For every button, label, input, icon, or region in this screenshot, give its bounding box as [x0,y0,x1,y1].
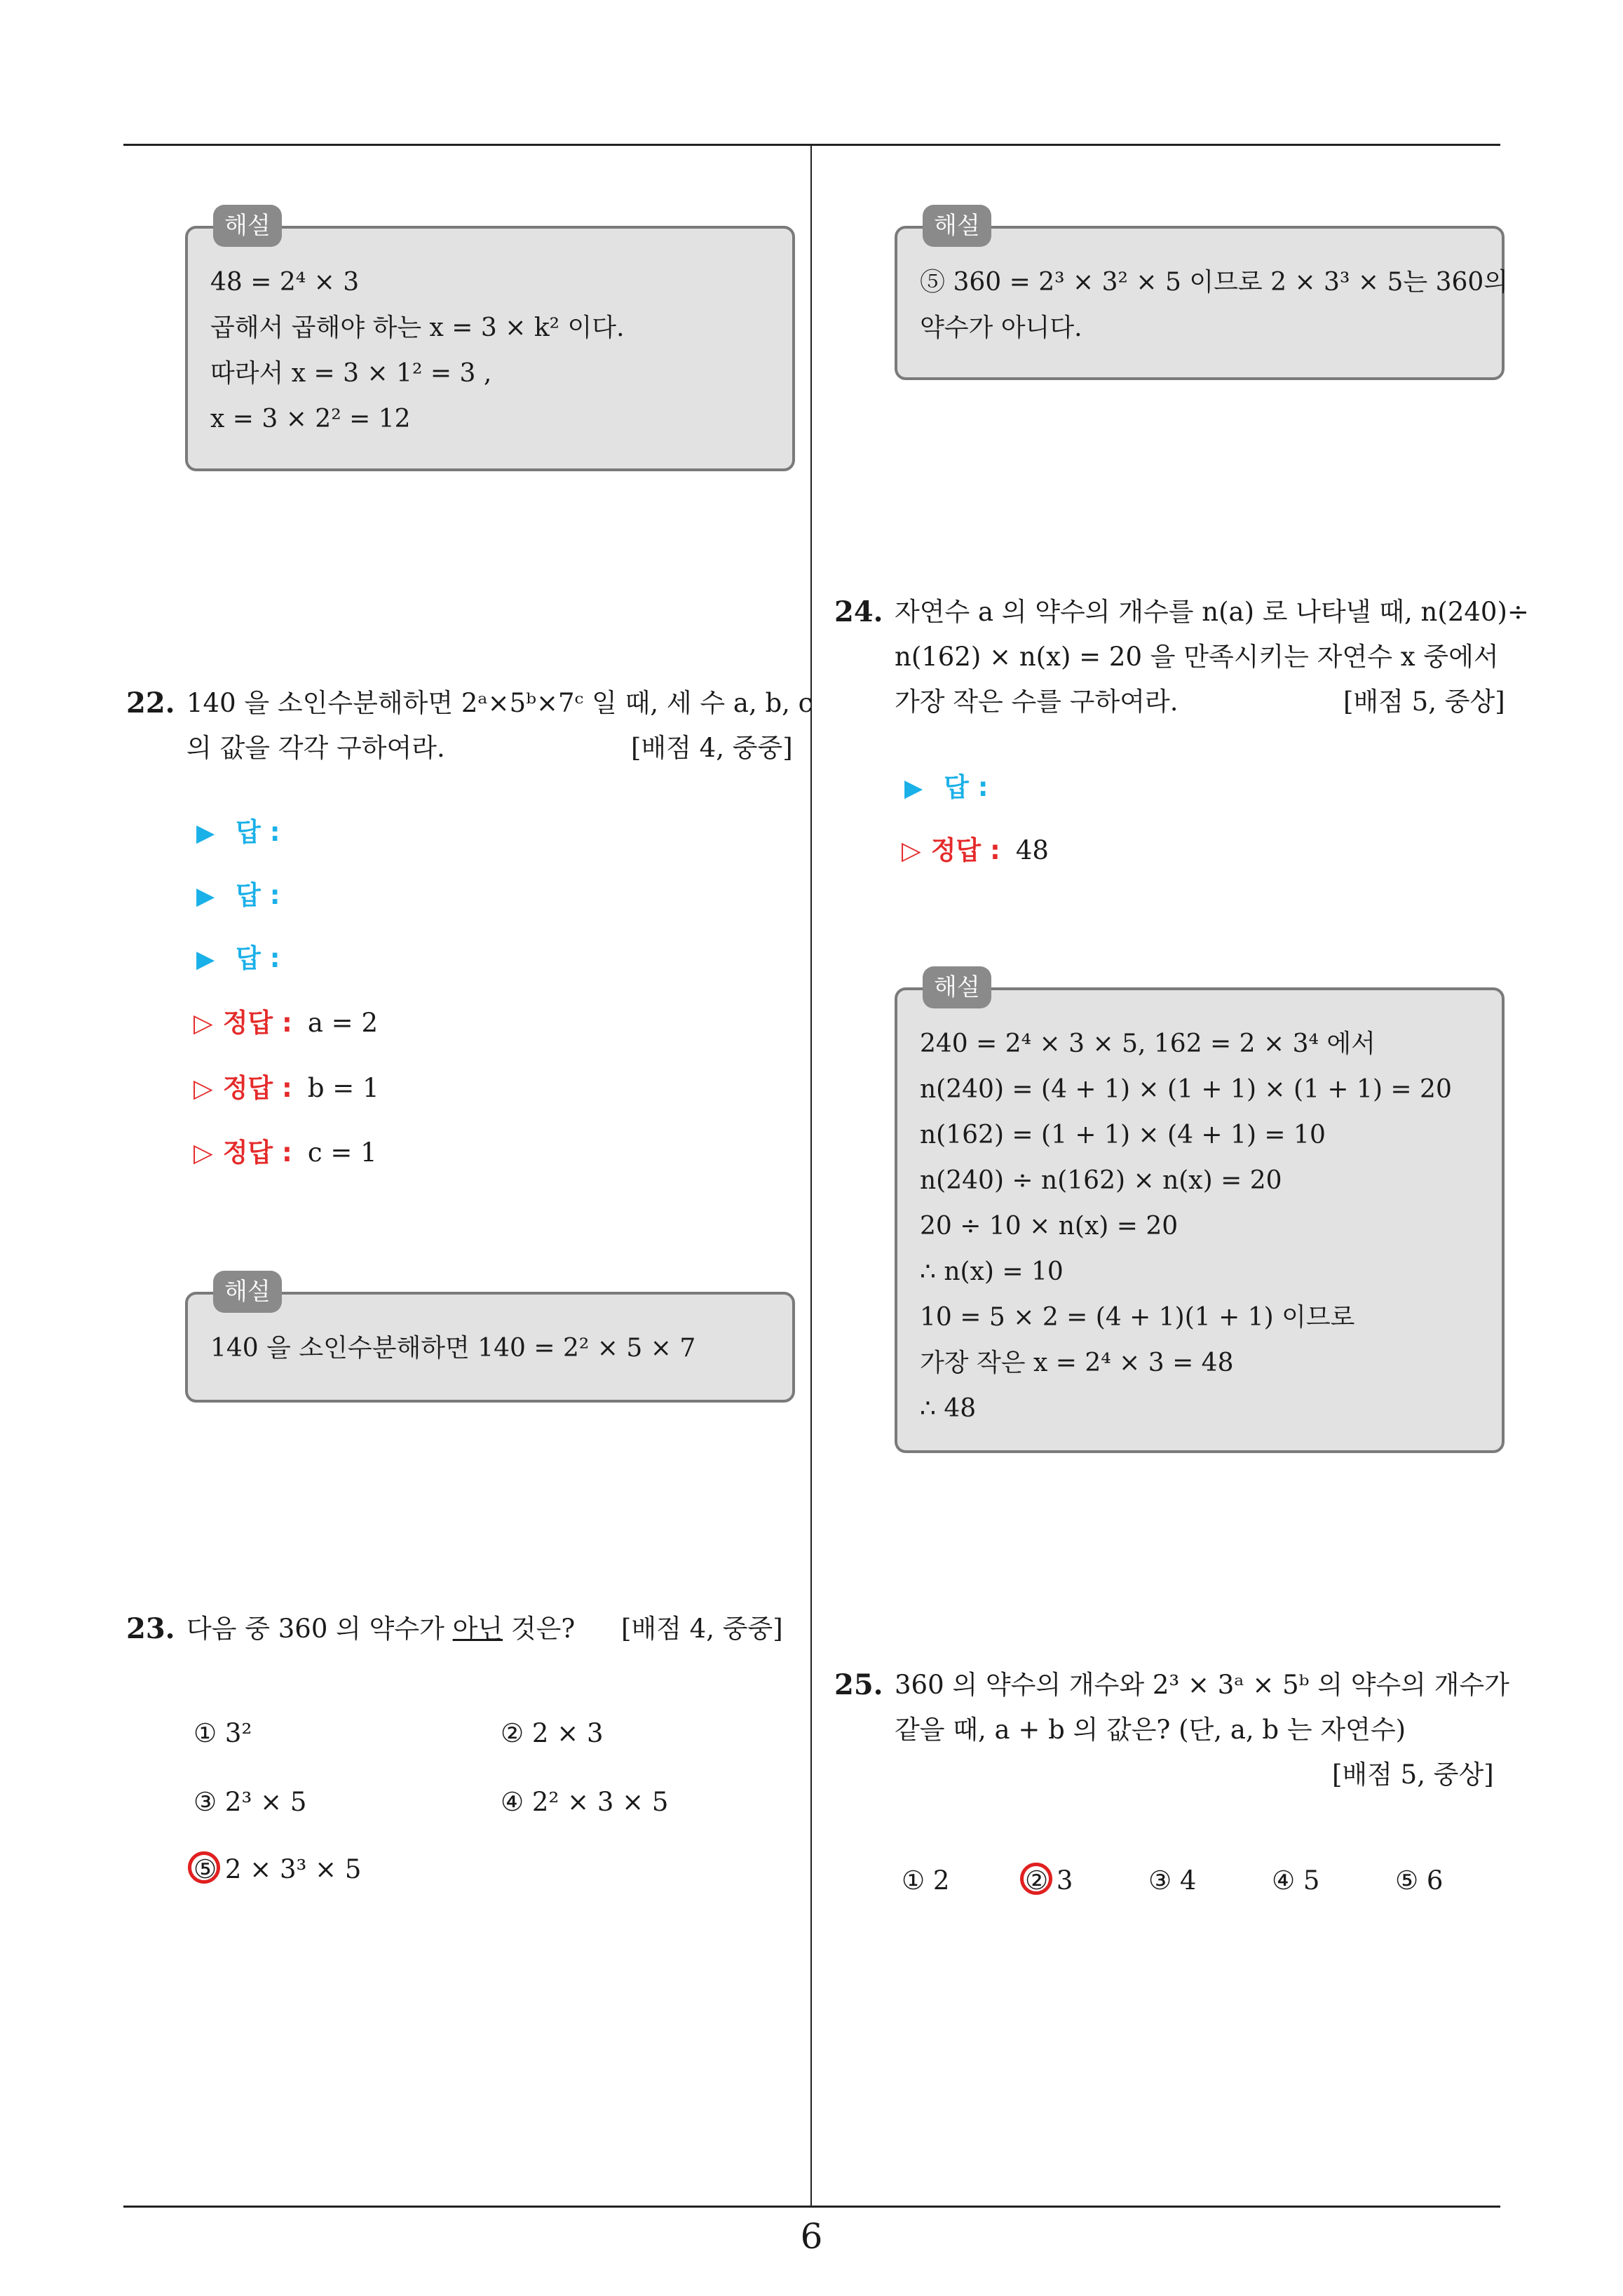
solution-line: n(162) = (1 + 1) × (4 + 1) = 10 [920,1121,1326,1149]
choice-1[interactable]: ① 2 [902,1865,950,1896]
triangle-filled-icon: ▶ [196,819,215,847]
score-label: [배점 4, 중중] [621,1614,783,1644]
solution-line: ⑤ 360 = 2³ × 3² × 5 이므로 2 × 3³ × 5는 360의 [920,268,1509,297]
score-label: [배점 5, 중상] [1332,1760,1494,1790]
solution-line: n(240) = (4 + 1) × (1 + 1) × (1 + 1) = 20 [920,1075,1452,1104]
question-25 [834,1662,1514,1802]
question-text-line-2: n(162) × n(x) = 20 을 만족시키는 자연수 x 중에서 [895,642,1499,672]
answer-mark-circle [1020,1863,1052,1895]
choice-3[interactable]: ③ 4 [1148,1865,1197,1896]
question-text-line-3: 가장 작은 수를 구하여라. [895,687,1179,717]
question-number: 24. [834,595,883,628]
solution-box-23 [895,212,1509,380]
correct-answer-row [193,1135,377,1171]
correct-label: 정답 : [222,1073,292,1103]
solution-text [210,1325,695,1371]
choice-4[interactable]: ④ 5 [1272,1865,1320,1896]
correct-value: c = 1 [307,1137,377,1168]
choice-2[interactable]: ② 3 [1025,1865,1073,1896]
score-label: [배점 4, 중중] [631,733,793,763]
correct-value: a = 2 [307,1008,378,1038]
answer-label: 답 : [236,943,280,973]
question-text-line-1: 360 의 약수의 개수와 2³ × 3ᵃ × 5ᵇ 의 약수의 개수가 [895,1670,1509,1700]
solution-box-21 [185,212,795,471]
solution-line: 약수가 아니다. [920,313,1082,342]
question-text-line-1 [186,1606,575,1652]
solution-tag: 해설 [923,966,991,1008]
solution-line: 20 ÷ 10 × n(x) = 20 [920,1212,1179,1241]
solution-box-24 [895,973,1505,1453]
question-23 [126,1606,806,1652]
correct-answer-row [902,833,1049,869]
answer-row [196,815,280,851]
triangle-outline-icon: ▷ [902,837,921,865]
answer-label: 답 : [236,817,280,847]
question-text: 다음 중 360 의 약수가 [186,1614,453,1644]
answer-label: 답 : [944,772,989,802]
triangle-filled-icon: ▶ [196,945,215,973]
solution-line: 140 을 소인수분해하면 140 = 2² × 5 × 7 [210,1334,696,1363]
choice-5[interactable]: ⑤ 2 × 3³ × 5 [193,1854,362,1884]
answer-label: 답 : [236,880,280,910]
question-text-line-1: 자연수 a 의 약수의 개수를 n(a) 로 나타낼 때, n(240)÷ [895,597,1529,627]
answer-row [196,878,280,914]
triangle-outline-icon: ▷ [193,1009,213,1038]
solution-tag: 해설 [213,1271,282,1313]
triangle-outline-icon: ▷ [193,1139,213,1168]
answer-row [196,941,280,977]
solution-line: n(240) ÷ n(162) × n(x) = 20 [920,1166,1282,1195]
choice-1[interactable]: ① 3² [193,1718,252,1748]
question-text-line-2: 의 값을 각각 구하여라. [186,733,445,763]
correct-value: b = 1 [307,1073,379,1103]
question-24 [834,589,1529,729]
correct-label: 정답 : [222,1137,292,1168]
question-number: 25. [834,1668,883,1701]
solution-box-22 [185,1278,795,1403]
solution-text [920,1021,1452,1431]
triangle-filled-icon: ▶ [196,882,215,910]
solution-line: 가장 작은 x = 2⁴ × 3 = 48 [920,1349,1234,1377]
question-22 [126,680,813,771]
bottom-rule [123,2206,1500,2208]
answer-row [904,770,989,806]
column-divider [810,144,812,2206]
correct-label: 정답 : [222,1008,292,1038]
score-label: [배점 5, 중상] [1343,687,1505,717]
question-number: 23. [126,1612,175,1645]
choice-2[interactable]: ② 2 × 3 [501,1718,604,1748]
solution-line: 10 = 5 × 2 = (4 + 1)(1 + 1) 이므로 [920,1303,1355,1332]
question-text-line-2: 같을 때, a + b 의 값은? (단, a, b 는 자연수) [895,1715,1406,1745]
question-text: 것은? [503,1614,576,1644]
question-number: 22. [126,687,175,720]
solution-tag: 해설 [213,205,282,247]
top-rule [123,144,1500,146]
choice-5[interactable]: ⑤ 6 [1395,1865,1444,1896]
answer-mark-circle [188,1851,220,1884]
choice-4[interactable]: ④ 2² × 3 × 5 [501,1787,669,1817]
triangle-filled-icon: ▶ [904,774,923,802]
solution-tag: 해설 [923,205,991,247]
choice-3[interactable]: ③ 2³ × 5 [193,1787,307,1817]
solution-line: ∴ n(x) = 10 [920,1257,1064,1286]
question-text-line-1: 140 을 소인수분해하면 2ᵃ×5ᵇ×7ᶜ 일 때, 세 수 a, b, c [186,688,813,718]
solution-line: 48 = 2⁴ × 3 [210,268,360,297]
triangle-outline-icon: ▷ [193,1074,213,1103]
page-number: 6 [800,2216,823,2257]
solution-line: 240 = 2⁴ × 3 × 5, 162 = 2 × 3⁴ 에서 [920,1029,1376,1058]
solution-line: 곱해서 곱해야 하는 x = 3 × k² 이다. [210,313,625,342]
question-text-emphasis: 아닌 [452,1614,503,1644]
solution-line: 따라서 x = 3 × 1² = 3 , [210,359,492,388]
correct-answer-row [193,1071,379,1107]
correct-value: 48 [1015,835,1049,865]
solution-line: ∴ 48 [920,1394,977,1423]
correct-label: 정답 : [930,835,1000,865]
solution-text [920,259,1508,351]
correct-answer-row [193,1006,378,1041]
solution-line: x = 3 × 2² = 12 [210,405,411,433]
solution-text [210,259,625,442]
